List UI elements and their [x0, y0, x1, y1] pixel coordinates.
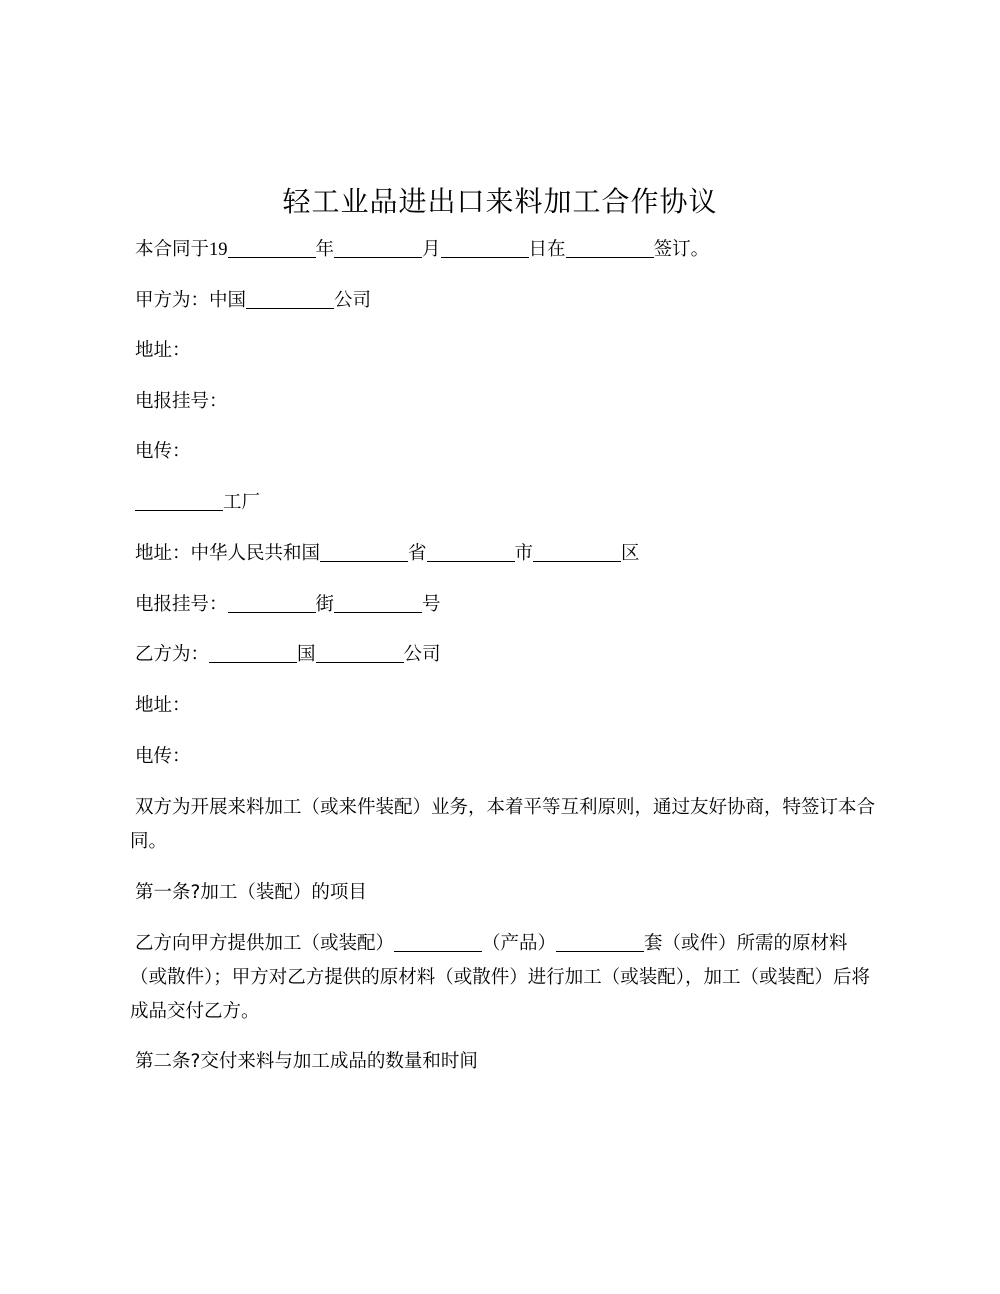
blank-field	[556, 933, 644, 953]
blank-field	[441, 239, 529, 259]
blank-field	[135, 492, 223, 512]
blank-field	[209, 644, 297, 664]
party-b-line	[135, 638, 880, 672]
blank-field	[334, 239, 422, 259]
blank-field	[228, 239, 316, 259]
article-2-heading: 第二条?交付来料与加工成品的数量和时间	[135, 1051, 478, 1072]
text: 乙方为：	[135, 644, 210, 665]
text: 签订。	[653, 239, 710, 260]
party-a-telegraph: 电报挂号：	[135, 391, 228, 412]
text: 公司	[403, 644, 441, 665]
text: 乙方向甲方提供加工（或装配）	[135, 933, 395, 954]
blank-field	[316, 644, 404, 664]
blank-field	[394, 933, 482, 953]
year-prefix: 19	[209, 240, 228, 260]
text: 街	[315, 594, 335, 615]
text: 工厂	[223, 492, 261, 513]
factory-line	[135, 486, 880, 520]
blank-field	[334, 594, 422, 614]
blank-field	[228, 594, 316, 614]
text: 套（或件）所需的原材料（或散件）；甲方对乙方提供的原材料（或散件）进行加工（或装配），加工（或装配）后将成品交付乙方。	[130, 933, 871, 1022]
text: 号	[422, 594, 441, 615]
article-1-body	[130, 927, 880, 1029]
factory-telegraph-line	[135, 588, 880, 622]
text: 日在	[528, 239, 566, 260]
text: 甲方为：中国	[135, 290, 247, 311]
text: 区	[621, 543, 640, 564]
party-b-address: 地址：	[135, 695, 191, 716]
text: 公司	[334, 290, 372, 311]
text: （产品）	[482, 933, 557, 954]
article-1-heading: 第一条?加工（装配）的项目	[135, 882, 367, 903]
text: 市	[514, 543, 534, 564]
text: 本合同于	[135, 239, 210, 260]
factory-address-line	[135, 537, 880, 571]
party-a-fax: 电传：	[135, 441, 191, 462]
preamble-paragraph: 双方为开展来料加工（或来件装配）业务，本着平等互利原则，通过友好协商，特签订本合同。	[130, 797, 876, 852]
text: 月	[422, 239, 441, 260]
party-b-fax: 电传：	[135, 746, 191, 767]
blank-field	[427, 543, 515, 563]
contract-date-line	[135, 233, 880, 267]
blank-field	[246, 290, 334, 310]
text: 电报挂号：	[135, 594, 228, 615]
party-a-address: 地址：	[135, 340, 191, 361]
party-a-line	[135, 284, 880, 318]
blank-field	[320, 543, 408, 563]
text: 国	[297, 644, 316, 665]
text: 地址：中华人民共和国	[135, 543, 321, 564]
blank-field	[566, 239, 654, 259]
text: 年	[315, 239, 335, 260]
blank-field	[533, 543, 621, 563]
document-title: 轻工业品进出口来料加工合作协议	[282, 185, 718, 218]
text: 省	[408, 543, 427, 564]
